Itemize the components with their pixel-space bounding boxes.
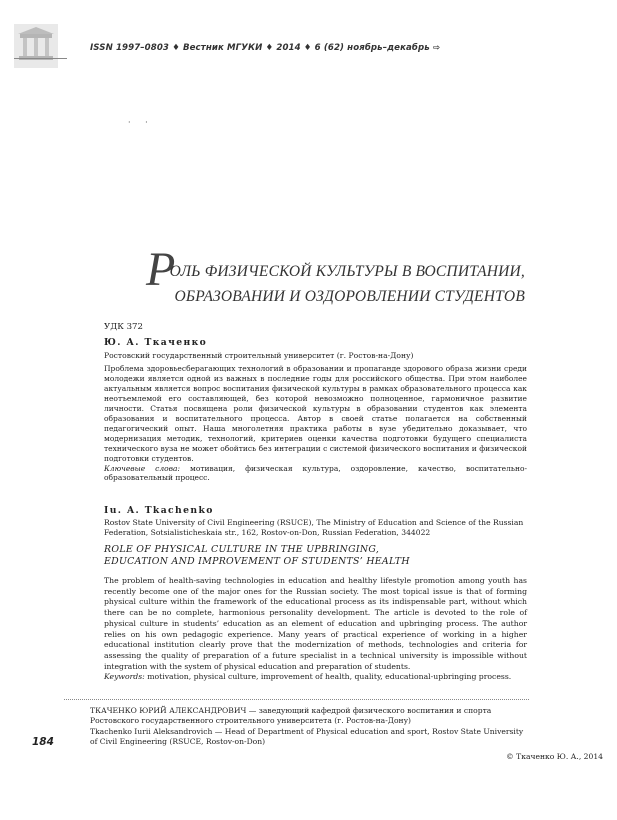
copyright: © Ткаченко Ю. А., 2014 [506,752,603,761]
footer-divider [64,699,529,700]
header-divider [14,58,67,59]
page-number: 184 [32,736,54,748]
author-info [90,706,527,748]
udk-code: УДК 372 [104,322,143,332]
russian-section [104,322,527,483]
title-line-2: ОБРАЗОВАНИИ И ОЗДОРОВЛЕНИИ СТУДЕНТОВ [174,288,525,305]
abstract-en: The problem of health-saving technologies in education and healthy lifestyle promotion among youth has recently become one of the major ones for the Russian society. The most topical issue is that of forming physical culture within the framework of the educational process as its indispensable part, without which there can be no complete, harmonious personality development. The article is devoted to the role of physical culture in students’ education as an element of education and upbringing process. The author relies on his own pedagogic experience. Many years of practical experience of working in a higher educational institution clearly prove that the modernization of methods, technologies and criteria for assessing the quality of preparation of a future specialist in a technical university is impossible without integration with the system of physical education and preparation of students. [104,576,527,671]
keywords-en [104,672,527,683]
author-bio-en: Tkachenko Iurii Aleksandrovich — Head of Department of Physical education and sport, Rostov State University of Civil Engineering (RSUCE, Rostov-on-Don) [90,726,524,746]
title-en-line-2: EDUCATION AND IMPROVEMENT OF STUDENTS’ HEALTH [104,556,410,567]
author-name-en: Iu. A. Tkachenko [104,505,214,516]
keywords-text-en: motivation, physical culture, improvement of health, quality, educational-upbringing process. [147,672,512,682]
affiliation-ru: Ростовский государственный строительный университет (г. Ростов-на-Дону) [104,351,414,360]
title-drop-cap: Р [146,243,176,296]
decorative-dots: · · [128,118,154,127]
keywords-label-en: Keywords: [104,672,145,682]
journal-logo [14,24,58,68]
keywords-label-ru: Ключевые слова: [104,463,181,473]
author-bio-ru: ТКАЧЕНКО ЮРИЙ АЛЕКСАНДРОВИЧ — заведующий кафедрой физического воспитания и спорта Ростовского государственного строительного университета (г. Ростов-на-Дону) [90,706,492,725]
author-name-ru: Ю. А. Ткаченко [104,337,208,348]
title-en-line-1: ROLE OF PHYSICAL CULTURE IN THE UPBRINGING, [104,544,380,555]
keywords-ru [104,464,527,484]
article-title-en [104,544,527,568]
english-section [104,505,527,683]
title-line-1: ОЛЬ ФИЗИЧЕСКОЙ КУЛЬТУРЫ В ВОСПИТАНИИ, [169,263,525,280]
journal-header: ISSN 1997–0803 ♦ Вестник МГУКИ ♦ 2014 ♦ 6 (62) ноябрь–декабрь ⇨ [90,43,441,53]
affiliation-en: Rostov State University of Civil Engineering (RSUCE), The Ministry of Education and Science of the Russian Federation, Sotsialisticheskaia str., 162, Rostov-on-Don, Russian Federation, 344022 [104,518,524,537]
keywords-text-ru: мотивация, физическая культура, оздоровление, качество, воспитательно-образовательный процесс. [104,463,528,483]
abstract-ru: Проблема здоровьесберагающих технологий в образовании и пропаганде здорового образа жизни среди молодежи является одной из важных в последние годы для российского общества. При этом наиболее актуальным является вопрос воспитания физической культуры в рамках образовательного процесса как неотъемлемой его составляющей, без которой невозможно полноценное, гармоничное развитие личности. Статья посвящена роли физической культуры в образовании студентов как элемента образования и воспитательного процесса. Автор в своей статье полагается на собственный педагогический опыт. Наша многолетняя практика работы в вузе убедительно доказывает, что модернизация методик, технологий, критериев оценки качества подготовки будущего специалиста технического вуза не может обойтись без интеграции с системой физического воспитания и физической подготовки студентов. [104,364,527,463]
